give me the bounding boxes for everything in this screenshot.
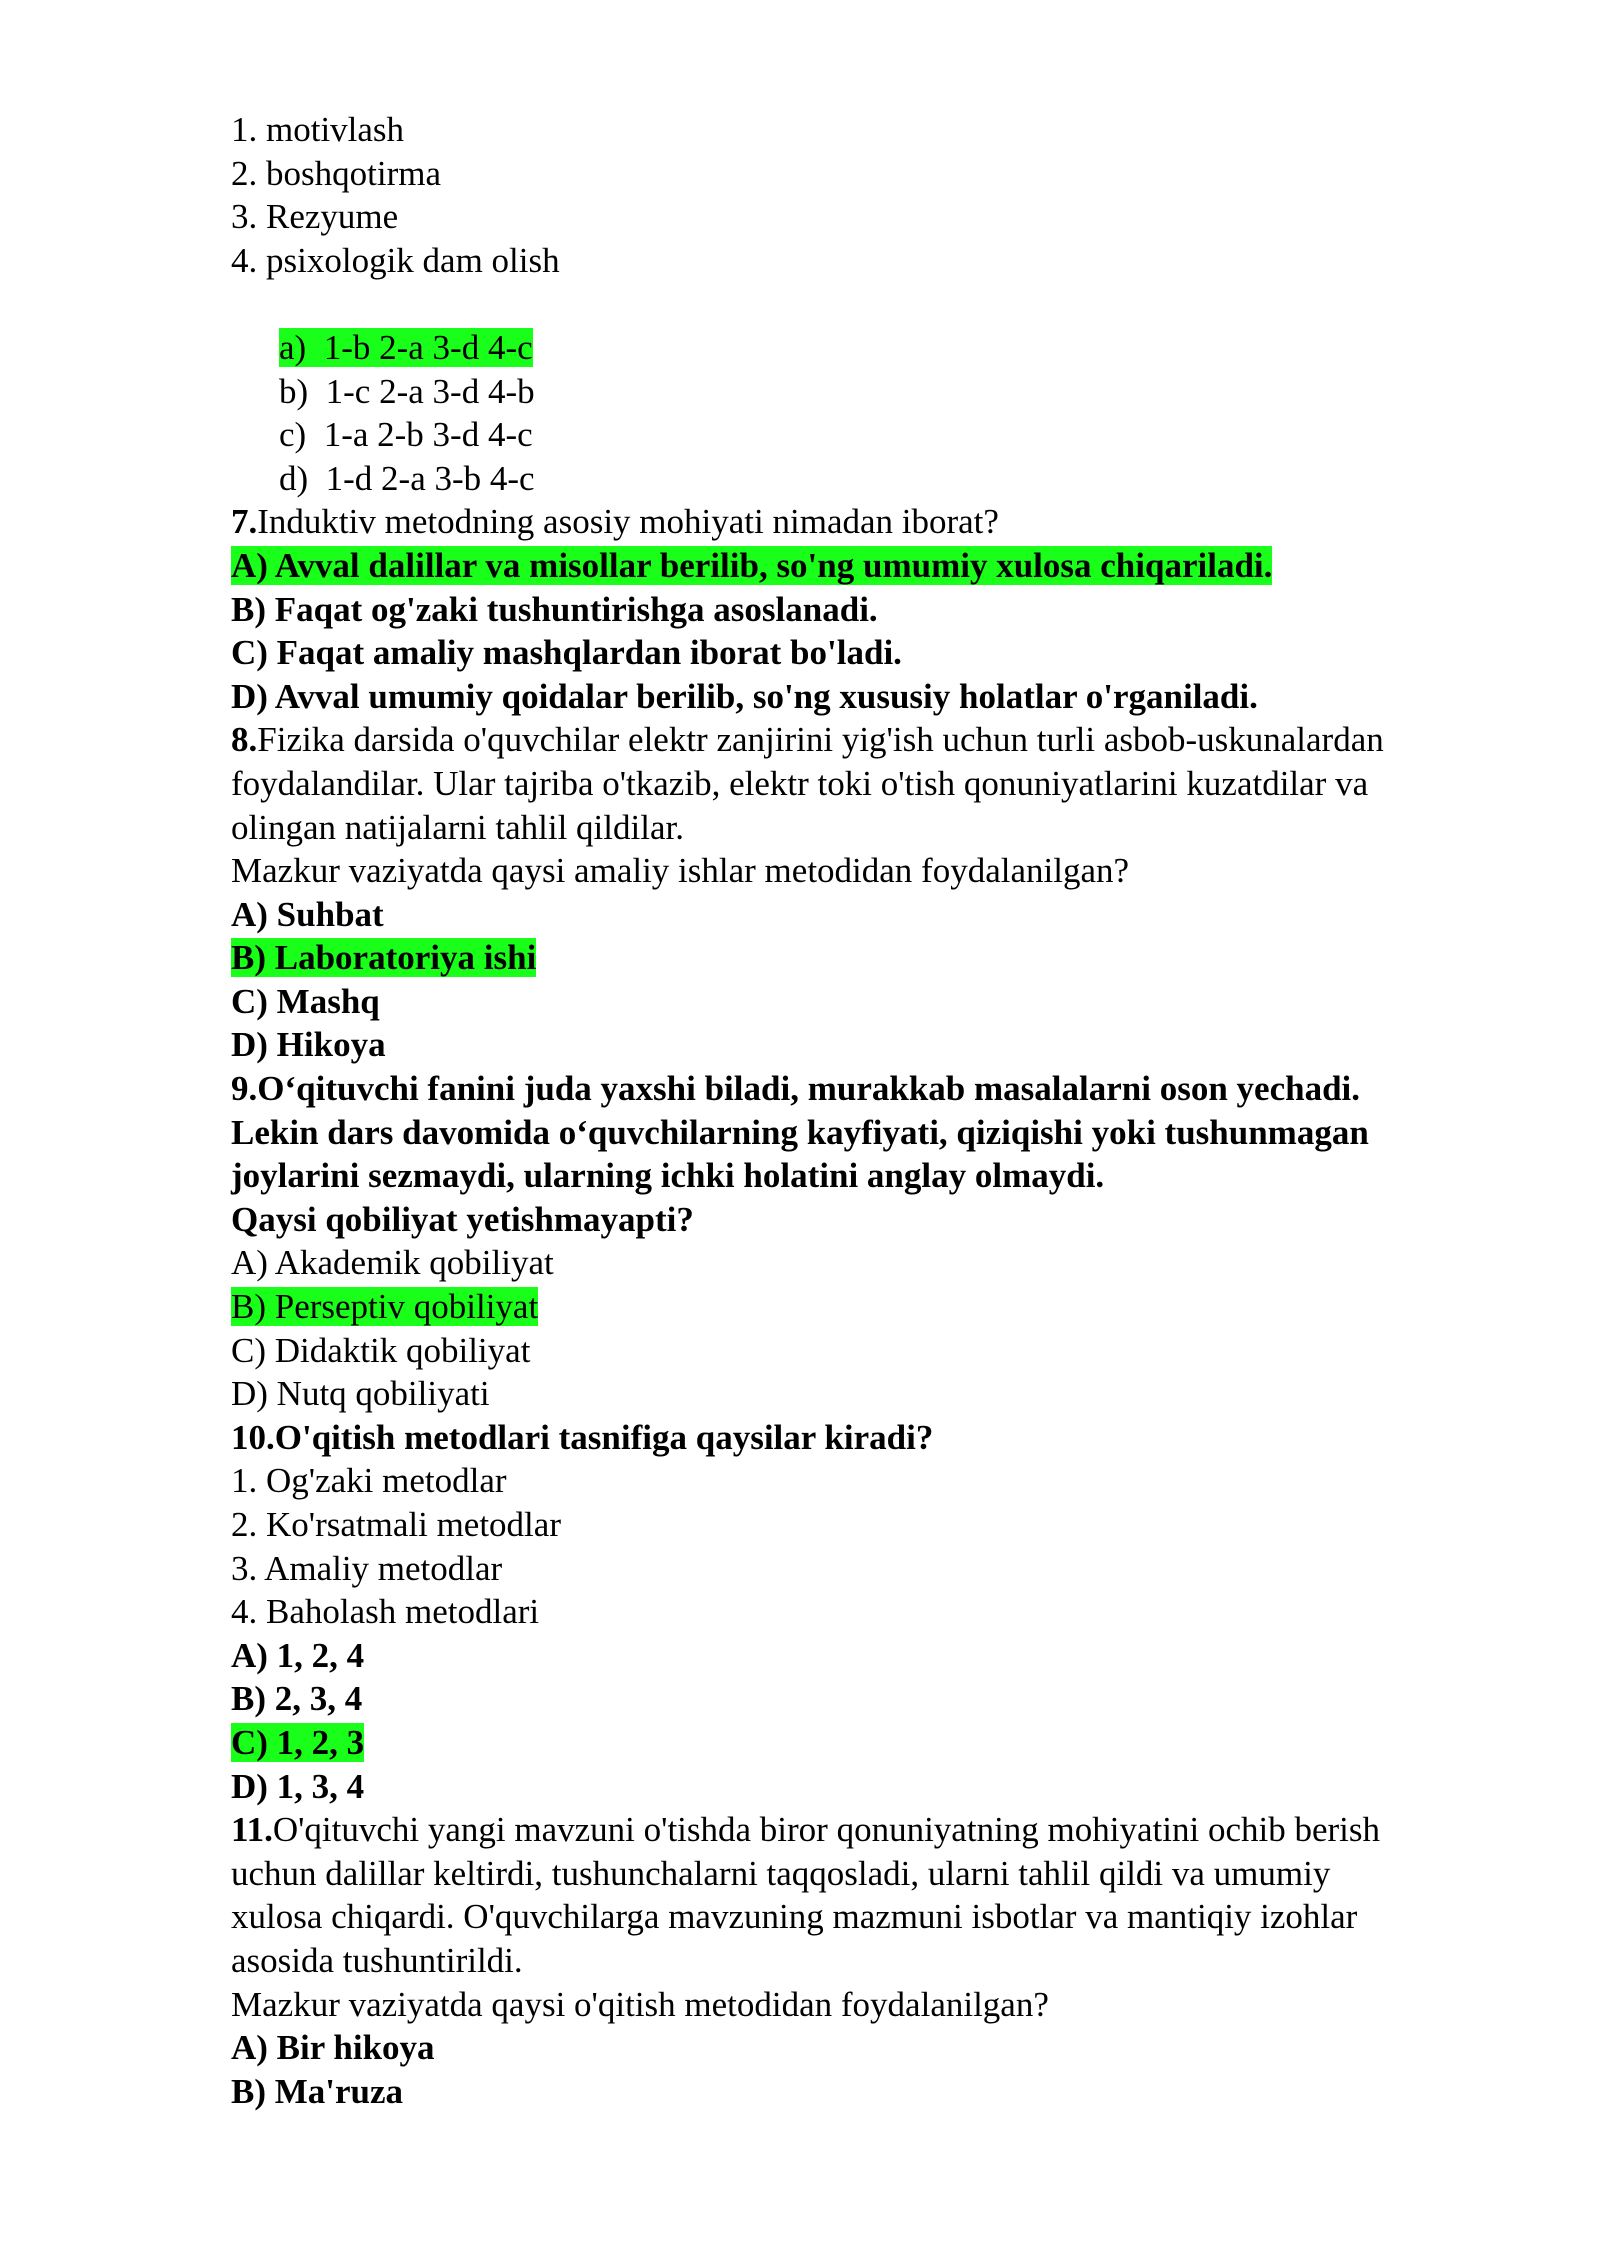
correct-answer-highlight: A) Avval dalillar va misollar berilib, so'ng umumiy xulosa chiqariladi. bbox=[231, 545, 1273, 585]
answer-option: D) Hikoya bbox=[231, 1025, 386, 1065]
question-10 bbox=[231, 1416, 1491, 1460]
answer-option: B) Ma'ruza bbox=[231, 2071, 404, 2111]
answer-option: A) 1, 2, 4 bbox=[231, 1635, 365, 1675]
question-number: 10. bbox=[231, 1417, 275, 1457]
list-item: 3. Amaliy metodlar bbox=[231, 1548, 503, 1588]
list-item: 1. motivlash bbox=[231, 110, 405, 149]
answer-option: B) Faqat og'zaki tushuntirishga asoslanadi. bbox=[231, 589, 878, 629]
list-item: 4. Baholash metodlari bbox=[231, 1592, 540, 1632]
spacer bbox=[231, 282, 1491, 326]
question-8 bbox=[231, 718, 1491, 762]
answer-option: D) Nutq qobiliyati bbox=[231, 1374, 490, 1414]
question-prompt: Mazkur vaziyatda qaysi amaliy ishlar metodidan foydalanilgan? bbox=[231, 851, 1130, 891]
question-text: Lekin dars davomida o‘quvchilarning kayfiyati, qiziqishi yoki tushunmagan bbox=[231, 1112, 1369, 1152]
list-item: 4. psixologik dam olish bbox=[231, 240, 560, 280]
question-number: 8. bbox=[231, 720, 258, 760]
correct-answer-highlight: C) 1, 2, 3 bbox=[231, 1722, 365, 1762]
question-number: 9. bbox=[231, 1069, 258, 1109]
question-text: asosida tushuntirildi. bbox=[231, 1940, 523, 1980]
question-number: 7. bbox=[231, 502, 258, 542]
answer-option: B) 2, 3, 4 bbox=[231, 1679, 363, 1719]
answer-option: C) Faqat amaliy mashqlardan iborat bo'ladi. bbox=[231, 633, 902, 673]
question-prompt: Mazkur vaziyatda qaysi o'qitish metodidan foydalanilgan? bbox=[231, 1984, 1049, 2024]
answer-option: C) Didaktik qobiliyat bbox=[231, 1330, 531, 1370]
answer-option: A) Suhbat bbox=[231, 894, 384, 934]
answer-option: D) 1, 3, 4 bbox=[231, 1766, 365, 1806]
answer-option bbox=[231, 1721, 1491, 1765]
answer-option bbox=[231, 326, 1491, 370]
question-number: 11. bbox=[231, 1810, 273, 1850]
answer-option bbox=[231, 1285, 1491, 1329]
question-7 bbox=[231, 500, 1491, 544]
question-text: uchun dalillar keltirdi, tushunchalarni taqqosladi, ularni tahlil qildi va umumiy bbox=[231, 1853, 1331, 1893]
question-9 bbox=[231, 1067, 1491, 1111]
answer-option: A) Bir hikoya bbox=[231, 2028, 435, 2068]
answer-option: C) Mashq bbox=[231, 981, 380, 1021]
list-item: 2. boshqotirma bbox=[231, 153, 441, 193]
correct-answer-highlight: a) 1-b 2-a 3-d 4-c bbox=[279, 327, 533, 367]
question-text: olingan natijalarni tahlil qildilar. bbox=[231, 807, 684, 847]
question-text: O'qitish metodlari tasnifiga qaysilar kiradi? bbox=[274, 1417, 934, 1457]
answer-option: D) Avval umumiy qoidalar berilib, so'ng xususiy holatlar o'rganiladi. bbox=[231, 676, 1258, 716]
question-text: joylarini sezmaydi, ularning ichki holatini anglay olmaydi. bbox=[231, 1156, 1105, 1196]
answer-option bbox=[231, 544, 1491, 588]
question-11 bbox=[231, 1808, 1491, 1852]
list-item: 2. Ko'rsatmali metodlar bbox=[231, 1505, 561, 1544]
answer-option: d) 1-d 2-a 3-b 4-c bbox=[279, 458, 535, 498]
correct-answer-highlight: B) Laboratoriya ishi bbox=[231, 938, 537, 978]
question-text: xulosa chiqardi. O'quvchilarga mavzuning mazmuni isbotlar va mantiqiy izohlar bbox=[231, 1897, 1358, 1937]
answer-option: A) Akademik qobiliyat bbox=[231, 1243, 554, 1283]
correct-answer-highlight: B) Perseptiv qobiliyat bbox=[231, 1287, 539, 1327]
question-text: foydalandilar. Ular tajriba o'tkazib, elektr toki o'tish qonuniyatlarini kuzatdilar va bbox=[231, 763, 1369, 803]
question-text: Induktiv metodning asosiy mohiyati nimadan iborat? bbox=[257, 502, 999, 542]
answer-option: b) 1-c 2-a 3-d 4-b bbox=[279, 371, 535, 411]
answer-option: c) 1-a 2-b 3-d 4-c bbox=[279, 415, 533, 455]
question-text: O‘qituvchi fanini juda yaxshi biladi, murakkab masalalarni oson yechadi. bbox=[257, 1069, 1361, 1109]
answer-option bbox=[231, 936, 1491, 980]
question-text: Fizika darsida o'quvchilar elektr zanjirini yig'ish uchun turli asbob-uskunalardan bbox=[257, 720, 1384, 760]
list-item: 1. Og'zaki metodlar bbox=[231, 1461, 507, 1501]
list-item: 3. Rezyume bbox=[231, 197, 399, 237]
question-text: O'qituvchi yangi mavzuni o'tishda biror qonuniyatning mohiyatini ochib berish bbox=[272, 1810, 1380, 1850]
question-prompt: Qaysi qobiliyat yetishmayapti? bbox=[231, 1199, 694, 1239]
document-page bbox=[231, 108, 1491, 2113]
